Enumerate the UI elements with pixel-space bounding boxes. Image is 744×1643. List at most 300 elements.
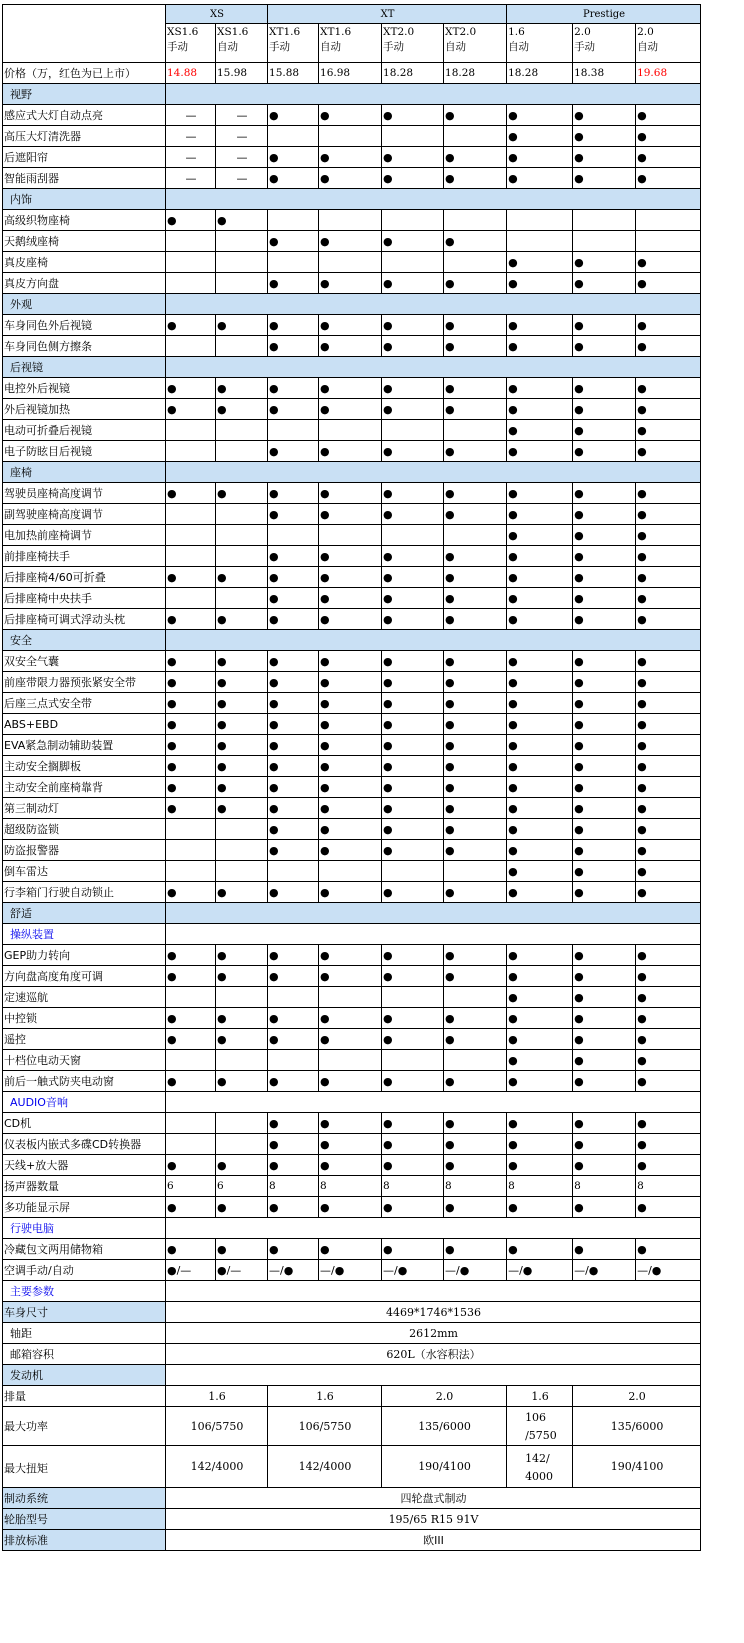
feature-row bbox=[3, 231, 701, 252]
feature-cell bbox=[444, 252, 507, 273]
main-params-header bbox=[3, 1281, 701, 1302]
feature-cell bbox=[166, 987, 216, 1008]
feature-cell: ● bbox=[573, 1155, 636, 1176]
feature-cell: ● bbox=[507, 966, 573, 987]
section-header bbox=[3, 924, 701, 945]
feature-cell: ● bbox=[382, 1134, 444, 1155]
group-xs: XS bbox=[166, 5, 268, 24]
feature-cell: ● bbox=[268, 777, 319, 798]
feature-label: 电子防眩目后视镜 bbox=[3, 441, 166, 462]
feature-cell: ● bbox=[268, 756, 319, 777]
feature-cell: ● bbox=[166, 1155, 216, 1176]
feature-cell: ● bbox=[636, 1029, 701, 1050]
feature-cell: ● bbox=[216, 399, 268, 420]
feature-row bbox=[3, 651, 701, 672]
feature-cell: ● bbox=[444, 399, 507, 420]
feature-row bbox=[3, 210, 701, 231]
feature-cell: ● bbox=[507, 441, 573, 462]
feature-cell: ● bbox=[573, 483, 636, 504]
feature-cell: ● bbox=[268, 504, 319, 525]
feature-label: EVA紧急制动辅助装置 bbox=[3, 735, 166, 756]
feature-cell: ●/— bbox=[216, 1260, 268, 1281]
variant-model: XT1.6 bbox=[320, 26, 352, 38]
feature-cell: ● bbox=[216, 945, 268, 966]
feature-cell bbox=[268, 126, 319, 147]
feature-cell: ● bbox=[573, 987, 636, 1008]
feature-cell: ● bbox=[573, 777, 636, 798]
feature-cell: — bbox=[216, 168, 268, 189]
feature-cell: ● bbox=[636, 756, 701, 777]
feature-cell: ● bbox=[636, 1008, 701, 1029]
feature-cell: ● bbox=[382, 1113, 444, 1134]
feature-cell: ● bbox=[507, 147, 573, 168]
feature-cell bbox=[636, 231, 701, 252]
feature-cell bbox=[216, 1113, 268, 1134]
variant-model: 2.0 bbox=[637, 26, 654, 38]
feature-cell: ● bbox=[216, 315, 268, 336]
feature-cell bbox=[216, 588, 268, 609]
feature-cell: ● bbox=[444, 378, 507, 399]
feature-cell: 6 bbox=[166, 1176, 216, 1197]
feature-cell: ● bbox=[268, 1134, 319, 1155]
feature-cell: ● bbox=[636, 273, 701, 294]
feature-cell: ● bbox=[636, 483, 701, 504]
feature-row bbox=[3, 147, 701, 168]
feature-cell: ●/— bbox=[166, 1260, 216, 1281]
feature-cell: ● bbox=[382, 966, 444, 987]
feature-cell: ● bbox=[444, 336, 507, 357]
feature-cell: ● bbox=[166, 1197, 216, 1218]
feature-cell: ● bbox=[507, 126, 573, 147]
feature-cell: ● bbox=[573, 441, 636, 462]
feature-cell: ● bbox=[268, 441, 319, 462]
feature-cell bbox=[166, 231, 216, 252]
feature-cell: ● bbox=[268, 714, 319, 735]
feature-cell: ● bbox=[319, 168, 382, 189]
feature-cell: ● bbox=[636, 1071, 701, 1092]
feature-row bbox=[3, 1134, 701, 1155]
feature-cell: ● bbox=[319, 1197, 382, 1218]
feature-cell bbox=[444, 1050, 507, 1071]
feature-cell: ● bbox=[319, 735, 382, 756]
trunk-value: 620L（水容积法） bbox=[166, 1344, 701, 1365]
feature-cell: ● bbox=[382, 777, 444, 798]
feature-label: ABS+EBD bbox=[3, 714, 166, 735]
feature-row bbox=[3, 1029, 701, 1050]
feature-cell: ● bbox=[268, 966, 319, 987]
feature-cell: ● bbox=[444, 1197, 507, 1218]
feature-cell: ● bbox=[636, 966, 701, 987]
feature-row bbox=[3, 378, 701, 399]
variant-transmission: 手动 bbox=[167, 41, 188, 53]
feature-cell: ● bbox=[573, 504, 636, 525]
feature-cell: ● bbox=[573, 399, 636, 420]
feature-cell: ● bbox=[216, 756, 268, 777]
feature-cell: ● bbox=[444, 315, 507, 336]
variant-transmission: 自动 bbox=[320, 41, 342, 53]
displacement-row bbox=[3, 1386, 701, 1407]
feature-cell bbox=[216, 525, 268, 546]
displacement-value: 1.6 bbox=[507, 1386, 573, 1407]
feature-cell: ● bbox=[319, 945, 382, 966]
variant-header bbox=[573, 24, 636, 63]
feature-cell bbox=[382, 861, 444, 882]
feature-cell: ● bbox=[216, 714, 268, 735]
feature-cell: ● bbox=[573, 1134, 636, 1155]
feature-row bbox=[3, 105, 701, 126]
feature-cell bbox=[216, 1134, 268, 1155]
feature-cell: ● bbox=[507, 399, 573, 420]
price-label: 价格（万，红色为已上市） bbox=[3, 63, 166, 84]
feature-label: 电控外后视镜 bbox=[3, 378, 166, 399]
feature-cell: ● bbox=[216, 777, 268, 798]
feature-cell: ● bbox=[382, 399, 444, 420]
feature-cell: ● bbox=[319, 483, 382, 504]
feature-row bbox=[3, 819, 701, 840]
feature-label: 行李箱门行驶自动锁止 bbox=[3, 882, 166, 903]
feature-cell: ● bbox=[573, 1029, 636, 1050]
feature-cell: ● bbox=[268, 819, 319, 840]
feature-cell bbox=[444, 861, 507, 882]
feature-cell: ● bbox=[573, 945, 636, 966]
feature-label: 智能雨刮器 bbox=[3, 168, 166, 189]
feature-cell: ● bbox=[319, 693, 382, 714]
feature-cell: ● bbox=[382, 1197, 444, 1218]
power-value: 106/5750 bbox=[166, 1407, 268, 1446]
feature-cell: ● bbox=[636, 1197, 701, 1218]
feature-cell: ● bbox=[573, 1239, 636, 1260]
feature-row bbox=[3, 315, 701, 336]
feature-cell bbox=[319, 525, 382, 546]
feature-cell bbox=[507, 231, 573, 252]
section-title: 后视镜 bbox=[3, 357, 166, 378]
feature-cell: —/● bbox=[573, 1260, 636, 1281]
feature-cell: 8 bbox=[636, 1176, 701, 1197]
section-header bbox=[3, 630, 701, 651]
feature-cell: ● bbox=[382, 483, 444, 504]
feature-cell bbox=[166, 525, 216, 546]
feature-cell: ● bbox=[382, 840, 444, 861]
feature-cell: ● bbox=[573, 147, 636, 168]
feature-cell: ● bbox=[382, 147, 444, 168]
feature-cell: ● bbox=[636, 798, 701, 819]
engine-title: 发动机 bbox=[3, 1365, 166, 1386]
feature-cell: ● bbox=[319, 1113, 382, 1134]
feature-cell: ● bbox=[319, 504, 382, 525]
feature-cell: —/● bbox=[444, 1260, 507, 1281]
feature-cell bbox=[216, 987, 268, 1008]
feature-cell bbox=[636, 210, 701, 231]
feature-cell: ● bbox=[507, 483, 573, 504]
feature-cell bbox=[382, 987, 444, 1008]
feature-cell: ● bbox=[216, 483, 268, 504]
feature-cell bbox=[216, 861, 268, 882]
feature-cell: ● bbox=[319, 336, 382, 357]
displacement-value: 2.0 bbox=[573, 1386, 701, 1407]
feature-label: 多功能显示屏 bbox=[3, 1197, 166, 1218]
feature-cell: ● bbox=[319, 1008, 382, 1029]
feature-cell: ● bbox=[507, 777, 573, 798]
torque-value: 142/4000 bbox=[166, 1446, 268, 1488]
feature-cell: ● bbox=[382, 168, 444, 189]
feature-cell: — bbox=[166, 168, 216, 189]
feature-cell: ● bbox=[268, 315, 319, 336]
feature-cell: ● bbox=[216, 966, 268, 987]
feature-cell: ● bbox=[507, 420, 573, 441]
feature-cell: ● bbox=[382, 504, 444, 525]
feature-cell bbox=[573, 231, 636, 252]
feature-cell: ● bbox=[444, 1029, 507, 1050]
feature-cell: ● bbox=[507, 672, 573, 693]
feature-cell: ● bbox=[319, 378, 382, 399]
feature-cell bbox=[166, 336, 216, 357]
feature-cell: —/● bbox=[319, 1260, 382, 1281]
feature-cell bbox=[166, 441, 216, 462]
feature-cell: ● bbox=[444, 882, 507, 903]
feature-cell: ● bbox=[636, 777, 701, 798]
feature-cell bbox=[382, 1050, 444, 1071]
feature-cell: ● bbox=[382, 336, 444, 357]
variant-model: XS1.6 bbox=[167, 26, 199, 38]
feature-cell: ● bbox=[573, 693, 636, 714]
variant-transmission: 自动 bbox=[217, 41, 238, 53]
feature-row bbox=[3, 840, 701, 861]
feature-cell bbox=[216, 819, 268, 840]
feature-cell: ● bbox=[636, 1050, 701, 1071]
feature-cell: ● bbox=[507, 609, 573, 630]
feature-cell: ● bbox=[216, 672, 268, 693]
feature-cell: ● bbox=[636, 399, 701, 420]
feature-cell: ● bbox=[507, 756, 573, 777]
feature-row bbox=[3, 525, 701, 546]
feature-cell: ● bbox=[382, 1008, 444, 1029]
feature-cell: ● bbox=[444, 1008, 507, 1029]
feature-cell bbox=[216, 231, 268, 252]
variant-header bbox=[268, 24, 319, 63]
feature-label: 主动安全搁脚板 bbox=[3, 756, 166, 777]
feature-cell: ● bbox=[444, 168, 507, 189]
feature-cell: ● bbox=[507, 1239, 573, 1260]
feature-cell: ● bbox=[507, 819, 573, 840]
variant-header bbox=[382, 24, 444, 63]
feature-cell: ● bbox=[268, 693, 319, 714]
section-header bbox=[3, 189, 701, 210]
emission-row bbox=[3, 1530, 701, 1551]
feature-cell: ● bbox=[507, 1197, 573, 1218]
feature-row bbox=[3, 1071, 701, 1092]
feature-label: 仪表板内嵌式多碟CD转换器 bbox=[3, 1134, 166, 1155]
feature-cell: ● bbox=[166, 651, 216, 672]
group-xt: XT bbox=[268, 5, 507, 24]
feature-cell bbox=[444, 126, 507, 147]
feature-cell: ● bbox=[444, 966, 507, 987]
main-params-empty bbox=[166, 1281, 701, 1302]
feature-label: 扬声器数量 bbox=[3, 1176, 166, 1197]
feature-cell: ● bbox=[319, 105, 382, 126]
feature-cell: ● bbox=[636, 882, 701, 903]
power-value: 106/5750 bbox=[268, 1407, 382, 1446]
feature-row bbox=[3, 420, 701, 441]
feature-cell bbox=[166, 840, 216, 861]
feature-cell: ● bbox=[573, 861, 636, 882]
section-header bbox=[3, 84, 701, 105]
feature-cell: ● bbox=[444, 567, 507, 588]
feature-cell: ● bbox=[444, 504, 507, 525]
feature-cell bbox=[166, 1050, 216, 1071]
feature-cell bbox=[166, 546, 216, 567]
section-header bbox=[3, 1218, 701, 1239]
feature-cell: ● bbox=[507, 840, 573, 861]
feature-cell bbox=[382, 252, 444, 273]
variant-transmission: 手动 bbox=[269, 41, 291, 53]
feature-cell: ● bbox=[573, 567, 636, 588]
feature-cell: ● bbox=[636, 315, 701, 336]
feature-cell: ● bbox=[216, 735, 268, 756]
feature-cell: ● bbox=[319, 1029, 382, 1050]
feature-cell bbox=[268, 525, 319, 546]
feature-cell: —/● bbox=[268, 1260, 319, 1281]
feature-cell bbox=[444, 420, 507, 441]
feature-cell: — bbox=[166, 126, 216, 147]
torque-value: 190/4100 bbox=[573, 1446, 701, 1488]
feature-cell: ● bbox=[636, 651, 701, 672]
feature-cell: ● bbox=[573, 588, 636, 609]
feature-cell: ● bbox=[166, 609, 216, 630]
feature-label: 真皮方向盘 bbox=[3, 273, 166, 294]
feature-row bbox=[3, 399, 701, 420]
feature-cell: ● bbox=[507, 336, 573, 357]
displacement-value: 1.6 bbox=[268, 1386, 382, 1407]
feature-cell: ● bbox=[507, 273, 573, 294]
feature-cell: ● bbox=[268, 651, 319, 672]
feature-cell: ● bbox=[166, 483, 216, 504]
tire-value: 195/65 R15 91V bbox=[166, 1509, 701, 1530]
feature-cell bbox=[216, 420, 268, 441]
feature-cell: ● bbox=[216, 882, 268, 903]
feature-cell: ● bbox=[507, 105, 573, 126]
feature-cell: ● bbox=[166, 777, 216, 798]
feature-cell: ● bbox=[507, 1113, 573, 1134]
feature-cell bbox=[166, 819, 216, 840]
feature-cell: ● bbox=[507, 945, 573, 966]
variant-model: XT2.0 bbox=[445, 26, 477, 38]
feature-cell: ● bbox=[319, 399, 382, 420]
feature-cell: ● bbox=[507, 861, 573, 882]
feature-row bbox=[3, 987, 701, 1008]
feature-label: 电动可折叠后视镜 bbox=[3, 420, 166, 441]
feature-cell: ● bbox=[319, 441, 382, 462]
feature-cell: ● bbox=[166, 693, 216, 714]
feature-cell: ● bbox=[573, 273, 636, 294]
price-value: 15.88 bbox=[268, 63, 319, 84]
feature-label: 感应式大灯自动点亮 bbox=[3, 105, 166, 126]
feature-cell: ● bbox=[573, 546, 636, 567]
feature-cell: ● bbox=[444, 798, 507, 819]
feature-cell: ● bbox=[382, 231, 444, 252]
feature-label: 超级防盗锁 bbox=[3, 819, 166, 840]
variant-header bbox=[166, 24, 216, 63]
feature-cell: ● bbox=[636, 693, 701, 714]
feature-cell: ● bbox=[382, 819, 444, 840]
feature-row bbox=[3, 1239, 701, 1260]
feature-cell: ● bbox=[268, 147, 319, 168]
section-title: AUDIO音响 bbox=[3, 1092, 166, 1113]
feature-cell: ● bbox=[444, 609, 507, 630]
feature-cell bbox=[268, 210, 319, 231]
section-fill bbox=[166, 630, 701, 651]
feature-label: 后排座椅可调式浮动头枕 bbox=[3, 609, 166, 630]
group-header-row bbox=[3, 5, 701, 24]
feature-cell: ● bbox=[166, 966, 216, 987]
feature-cell: ● bbox=[507, 693, 573, 714]
feature-cell: ● bbox=[636, 1155, 701, 1176]
feature-cell: ● bbox=[444, 1071, 507, 1092]
feature-cell: ● bbox=[166, 756, 216, 777]
displacement-value: 1.6 bbox=[166, 1386, 268, 1407]
feature-cell: ● bbox=[166, 399, 216, 420]
feature-cell: ● bbox=[636, 714, 701, 735]
feature-cell bbox=[268, 420, 319, 441]
feature-cell: ● bbox=[507, 567, 573, 588]
wheelbase-value: 2612mm bbox=[166, 1323, 701, 1344]
feature-cell bbox=[507, 210, 573, 231]
feature-cell: ● bbox=[319, 777, 382, 798]
feature-cell: ● bbox=[382, 105, 444, 126]
feature-cell: ● bbox=[636, 735, 701, 756]
feature-cell: ● bbox=[507, 252, 573, 273]
feature-cell: ● bbox=[319, 882, 382, 903]
feature-cell: ● bbox=[636, 441, 701, 462]
feature-cell bbox=[166, 1134, 216, 1155]
price-value: 16.98 bbox=[319, 63, 382, 84]
feature-cell: ● bbox=[268, 168, 319, 189]
feature-label: 前后一触式防夹电动窗 bbox=[3, 1071, 166, 1092]
feature-cell: ● bbox=[319, 651, 382, 672]
feature-cell: ● bbox=[166, 1008, 216, 1029]
feature-cell: ● bbox=[444, 147, 507, 168]
feature-label: 定速巡航 bbox=[3, 987, 166, 1008]
variant-header bbox=[507, 24, 573, 63]
variant-transmission: 自动 bbox=[445, 41, 467, 53]
feature-label: 防盗报警器 bbox=[3, 840, 166, 861]
feature-cell: ● bbox=[268, 378, 319, 399]
feature-cell: ● bbox=[382, 1155, 444, 1176]
feature-cell: ● bbox=[319, 798, 382, 819]
group-prestige: Prestige bbox=[507, 5, 701, 24]
power-label: 最大功率 bbox=[3, 1407, 166, 1446]
feature-cell: ● bbox=[268, 483, 319, 504]
feature-cell: ● bbox=[268, 1071, 319, 1092]
feature-label: 后座三点式安全带 bbox=[3, 693, 166, 714]
feature-cell: ● bbox=[319, 840, 382, 861]
feature-label: 驾驶员座椅高度调节 bbox=[3, 483, 166, 504]
feature-row bbox=[3, 1197, 701, 1218]
feature-row bbox=[3, 273, 701, 294]
feature-cell: ● bbox=[636, 819, 701, 840]
feature-cell: ● bbox=[319, 147, 382, 168]
feature-cell: ● bbox=[382, 315, 444, 336]
feature-cell: ● bbox=[268, 336, 319, 357]
feature-cell: ● bbox=[573, 126, 636, 147]
feature-cell: ● bbox=[268, 273, 319, 294]
feature-row bbox=[3, 441, 701, 462]
feature-cell: ● bbox=[216, 798, 268, 819]
feature-cell: ● bbox=[319, 819, 382, 840]
feature-cell: ● bbox=[507, 378, 573, 399]
feature-cell: ● bbox=[268, 882, 319, 903]
feature-cell bbox=[319, 987, 382, 1008]
feature-cell: ● bbox=[636, 420, 701, 441]
